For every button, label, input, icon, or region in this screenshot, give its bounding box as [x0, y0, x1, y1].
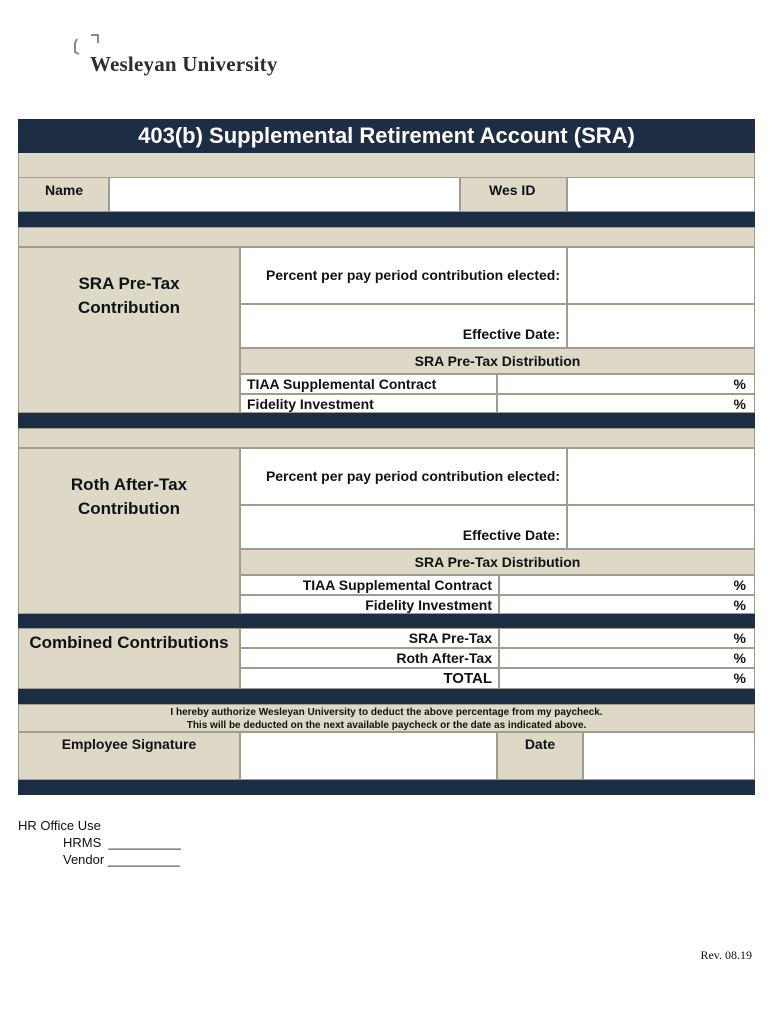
wesid-label: Wes ID — [460, 177, 567, 212]
revision-label: Rev. 08.19 — [700, 948, 752, 962]
combined-pretax-label: SRA Pre-Tax — [240, 628, 499, 648]
pretax-effective-field[interactable] — [567, 304, 755, 348]
pretax-distribution-header: SRA Pre-Tax Distribution — [240, 348, 755, 374]
roth-tiaa-label: TIAA Supplemental Contract — [240, 575, 499, 595]
authorization-line-1: I hereby authorize Wesleyan University to deduct the above percentage from my paycheck. — [170, 707, 603, 718]
combined-section-label: Combined Contributions — [29, 633, 229, 652]
pretax-fidelity-label: Fidelity Investment — [240, 394, 497, 413]
roth-fidelity-label: Fidelity Investment — [240, 595, 499, 614]
pretax-percent-field[interactable] — [567, 247, 755, 304]
pretax-section — [18, 247, 240, 413]
date-field[interactable] — [583, 732, 755, 780]
combined-section — [18, 628, 240, 689]
authorization-line-2: This will be deducted on the next available paycheck or the date as indicated above. — [186, 720, 587, 731]
roth-fidelity-field[interactable]: % — [499, 595, 755, 614]
authorization-block — [18, 704, 755, 732]
signature-label: Employee Signature — [18, 732, 240, 780]
combined-roth-field[interactable]: % — [499, 648, 755, 668]
spacer-row — [18, 227, 755, 247]
roth-effective-field[interactable] — [567, 505, 755, 549]
divider-bar — [18, 413, 755, 428]
roth-tiaa-field[interactable]: % — [499, 575, 755, 595]
divider-bar — [18, 212, 755, 227]
pretax-effective-label: Effective Date: — [240, 304, 567, 348]
hr-office-heading: HR Office Use — [18, 818, 101, 833]
roth-percent-label: Percent per pay period contribution elected: — [240, 448, 567, 505]
date-label: Date — [497, 732, 583, 780]
name-label: Name — [18, 177, 109, 212]
pretax-fidelity-field[interactable]: % — [497, 394, 755, 413]
roth-effective-label: Effective Date: — [240, 505, 567, 549]
pretax-tiaa-field[interactable]: % — [497, 374, 755, 394]
pretax-section-label: SRA Pre-Tax Contribution — [78, 274, 180, 317]
divider-bar — [18, 689, 755, 704]
spacer-row — [18, 428, 755, 448]
roth-section-label: Roth After-Tax Contribution — [70, 475, 188, 518]
signature-field[interactable] — [240, 732, 497, 780]
hr-hrms-line: HRMS __________ — [63, 835, 181, 850]
combined-total-label: TOTAL — [240, 668, 499, 689]
form-title: 403(b) Supplemental Retirement Account (SRA) — [18, 119, 755, 153]
roth-percent-field[interactable] — [567, 448, 755, 505]
pretax-tiaa-label: TIAA Supplemental Contract — [240, 374, 497, 394]
combined-total-field[interactable]: % — [499, 668, 755, 689]
title-spacer — [18, 153, 755, 177]
pretax-percent-label: Percent per pay period contribution elected: — [240, 247, 567, 304]
hr-vendor-line: Vendor __________ — [63, 852, 181, 867]
divider-bar — [18, 780, 755, 795]
roth-section — [18, 448, 240, 614]
wesid-field[interactable] — [567, 177, 755, 212]
roth-distribution-header: SRA Pre-Tax Distribution — [240, 549, 755, 575]
divider-bar — [18, 614, 755, 628]
name-field[interactable] — [109, 177, 460, 212]
combined-roth-label: Roth After-Tax — [240, 648, 499, 668]
logo-wordmark: Wesleyan University — [90, 52, 278, 76]
combined-pretax-field[interactable]: % — [499, 628, 755, 648]
